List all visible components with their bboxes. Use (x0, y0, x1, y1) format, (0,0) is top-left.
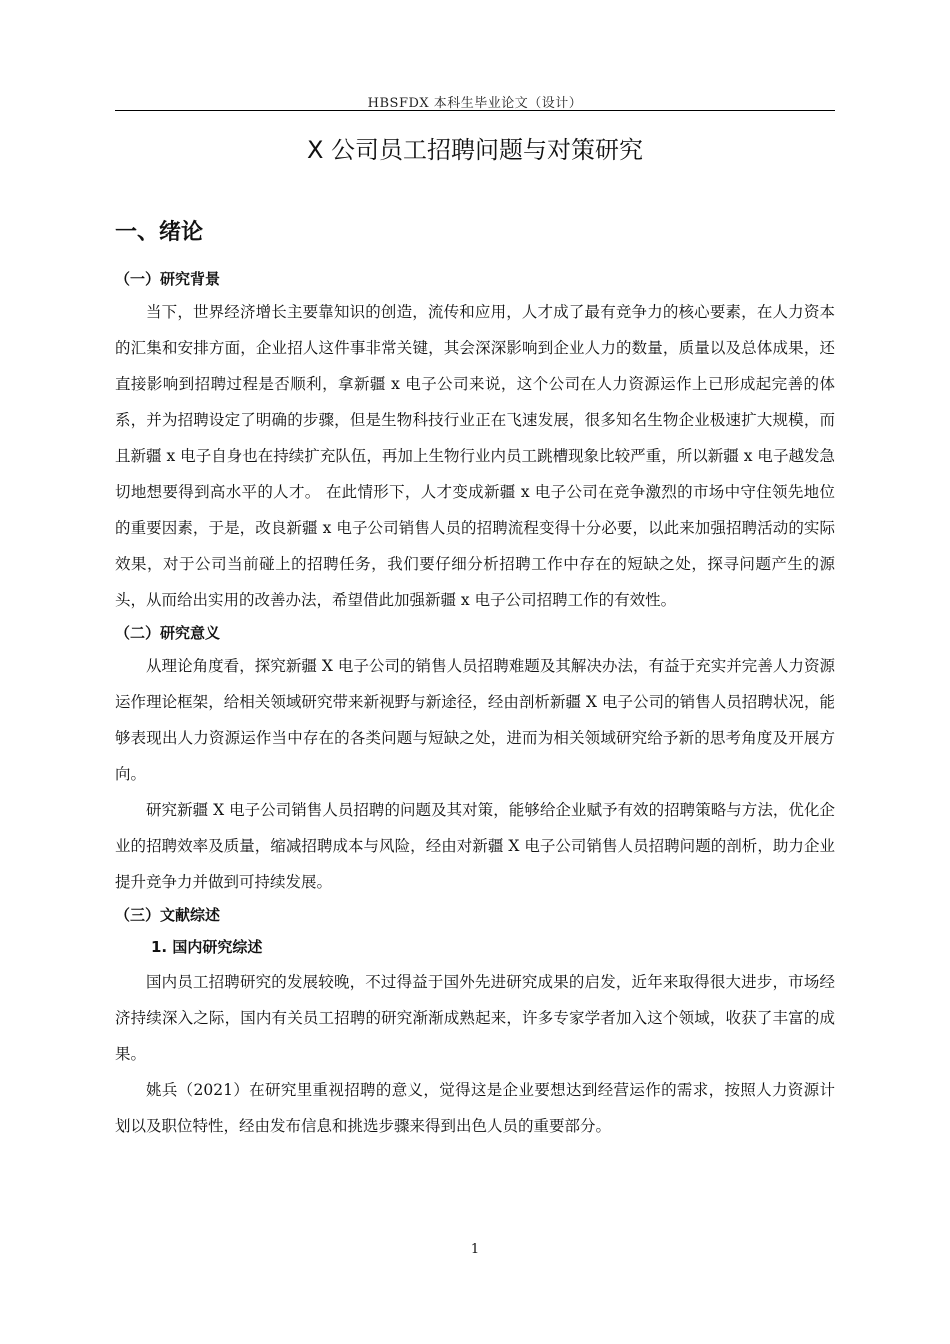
subsubsection-heading-domestic: 1. 国内研究综述 (151, 938, 263, 956)
paragraph-background: 当下，世界经济增长主要靠知识的创造，流传和应用，人才成了最有竞争力的核心要素，在人力资本的汇集和安排方面，企业招人这件事非常关键，其会深深影响到企业人力的数量，质量以及总体成果，还直接影响到招聘过程是否顺利，拿新疆 x 电子公司来说，这个公司在人力资源运作上已形成起完善的体系，并为招聘设定了明确的步骤，但是生物科技行业正在飞速发展，很多知名生物企业极速扩大规模，而且新疆 x 电子自身也在持续扩充队伍，再加上生物行业内员工跳槽现象比较严重，所以新疆 x 电子越发急切地想要得到高水平的人才。 在此情形下，人才变成新疆 x 电子公司在竞争激烈的市场中守住领先地位的重要因素，于是，改良新疆 x 电子公司销售人员的招聘流程变得十分必要，以此来加强招聘活动的实际效果，对于公司当前碰上的招聘任务，我们要仔细分析招聘工作中存在的短缺之处，探寻问题产生的源头，从而给出实用的改善办法，希望借此加强新疆 x 电子公司招聘工作的有效性。 (115, 303, 835, 609)
running-header: HBSFDX 本科生毕业论文（设计） (367, 96, 583, 111)
page-number: 1 (470, 1242, 480, 1257)
subsection-heading-literature: （三）文献综述 (115, 906, 221, 924)
paragraph-significance-practice: 研究新疆 X 电子公司销售人员招聘的问题及其对策，能够给企业赋予有效的招聘策略与方法，优化企业的招聘效率及质量，缩减招聘成本与风险，经由对新疆 X 电子公司销售人员招聘问题的剖析，助力企业提升竞争力并做到可持续发展。 (115, 801, 835, 891)
header-rule (115, 110, 835, 111)
section-heading-introduction: 一、绪论 (115, 220, 204, 245)
subsection-heading-background: （一）研究背景 (115, 270, 221, 288)
page-content (115, 132, 835, 1144)
paper-title: X 公司员工招聘问题与对策研究 (306, 136, 644, 164)
paragraph-domestic-overview: 国内员工招聘研究的发展较晚，不过得益于国外先进研究成果的启发，近年来取得很大进步，市场经济持续深入之际，国内有关员工招聘的研究渐渐成熟起来，许多专家学者加入这个领域，收获了丰富的成果。 (115, 973, 835, 1063)
subsection-heading-significance: （二）研究意义 (115, 624, 221, 642)
paragraph-yao-bing: 姚兵（2021）在研究里重视招聘的意义，觉得这是企业要想达到经营运作的需求，按照人力资源计划以及职位特性，经由发布信息和挑选步骤来得到出色人员的重要部分。 (115, 1081, 835, 1135)
paragraph-significance-theory: 从理论角度看，探究新疆 X 电子公司的销售人员招聘难题及其解决办法，有益于充实并完善人力资源运作理论框架，给相关领域研究带来新视野与新途径，经由剖析新疆 X 电子公司的销售人员招聘状况，能够表现出人力资源运作当中存在的各类问题与短缺之处，进而为相关领域研究给予新的思考角度及开展方向。 (115, 657, 835, 783)
